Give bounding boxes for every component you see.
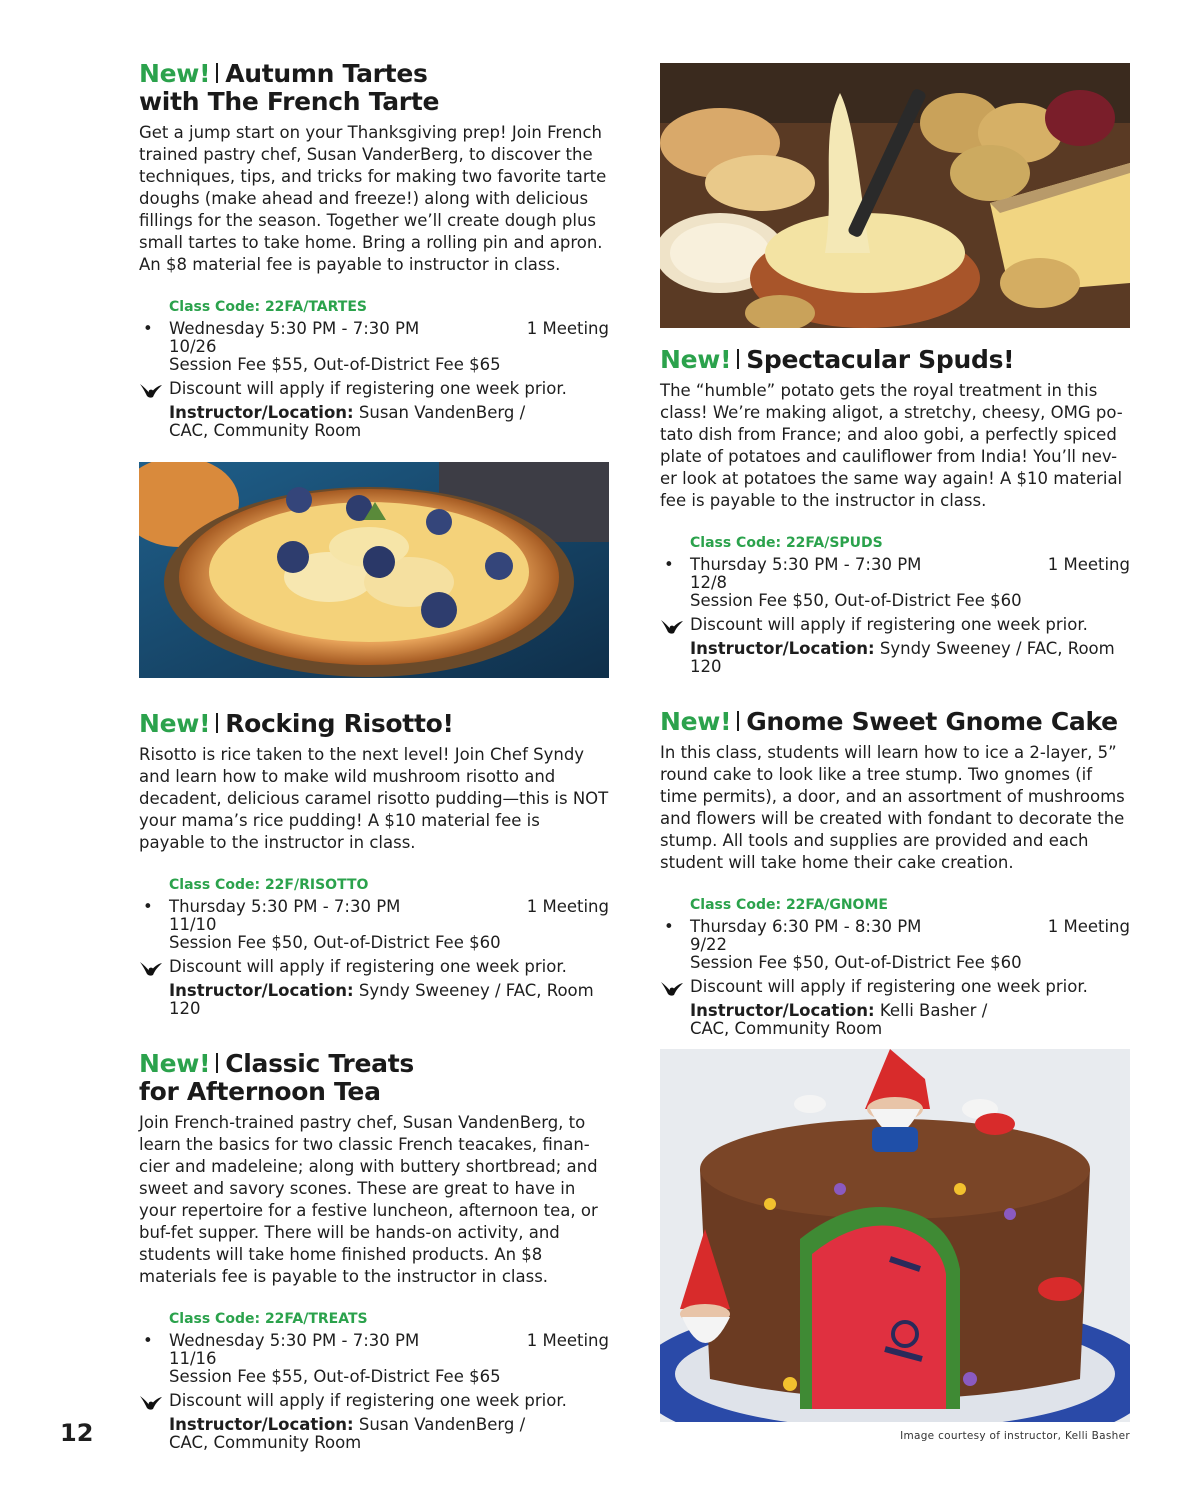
location-line-2: CAC, Community Room [690, 1019, 883, 1038]
fees: Session Fee $55, Out-of-District Fee $65 [169, 1367, 501, 1386]
gnome-cake-photo [660, 1049, 1130, 1422]
date: 11/10 [169, 915, 217, 934]
course-title [139, 710, 609, 738]
title-line-2: for Afternoon Tea [139, 1077, 381, 1106]
schedule-row [143, 1331, 609, 1350]
schedule: Thursday 5:30 PM - 7:30 PM [690, 555, 922, 574]
new-label: New! [139, 1049, 211, 1078]
instructor-label: Instructor/Location: [169, 981, 354, 1000]
bird-icon [139, 959, 163, 977]
meeting-count: 1 Meeting [1047, 555, 1130, 574]
title-line-1: Classic Treats [225, 1049, 414, 1078]
class-code: Class Code: 22FA/TREATS [169, 1311, 368, 1327]
bullet: • [143, 897, 153, 916]
course-description: Get a jump start on your Thanksgiving prep! Join French trained pastry chef, Susan VanderBerg, to discover the techniques, tips, and tricks for making two favorite tarte doughs (make ahead and freeze!) along with delicious fillings for the season. Together we’ll create dough plus small tartes to take home. Bring a rolling pin and apron. An $8 material fee is payable to instructor in class. [139, 123, 607, 274]
schedule-row [143, 319, 609, 338]
class-code: Class Code: 22FA/GNOME [690, 897, 888, 913]
title-divider [216, 1053, 218, 1073]
course-description: In this class, students will learn how to ice a 2-layer, 5” round cake to look like a tree stump. Two gnomes (if time permits), a door, and an assortment of mushrooms and flowers will be created with fondant to decorate the stump. All tools and supplies are provided and each student will take home their cake creation. [660, 743, 1125, 872]
title-divider [737, 349, 739, 369]
title-divider [737, 711, 739, 731]
bullet: • [664, 555, 674, 574]
discount-row [690, 978, 1130, 996]
course-gnome-cake [660, 708, 1130, 1038]
course-details [139, 298, 609, 440]
schedule: Thursday 6:30 PM - 8:30 PM [690, 917, 922, 936]
date: 9/22 [690, 935, 728, 954]
course-details [139, 1310, 609, 1452]
right-column [660, 346, 1130, 1038]
class-code: Class Code: 22F/RISOTTO [169, 877, 369, 893]
fees: Session Fee $50, Out-of-District Fee $60 [169, 933, 501, 952]
new-label: New! [139, 59, 211, 88]
schedule: Thursday 5:30 PM - 7:30 PM [169, 897, 401, 916]
date: 11/16 [169, 1349, 217, 1368]
schedule: Wednesday 5:30 PM - 7:30 PM [169, 1331, 420, 1350]
location-line-2: CAC, Community Room [169, 421, 362, 440]
instructor-label: Instructor/Location: [690, 639, 875, 658]
fees: Session Fee $55, Out-of-District Fee $65 [169, 355, 501, 374]
bullet: • [143, 1331, 153, 1350]
instructor-label: Instructor/Location: [690, 1001, 875, 1020]
potato-cheese-photo [660, 63, 1130, 328]
course-spectacular-spuds [660, 346, 1130, 676]
discount-text: Discount will apply if registering one week prior. [169, 957, 567, 976]
course-title [139, 60, 609, 116]
class-code: Class Code: 22FA/SPUDS [690, 535, 883, 551]
page-number: 12 [60, 1419, 94, 1447]
schedule-row [664, 555, 1130, 574]
bird-icon [660, 979, 684, 997]
meeting-count: 1 Meeting [526, 1331, 609, 1350]
bullet: • [143, 319, 153, 338]
course-title [660, 346, 1130, 374]
course-autumn-tartes [139, 60, 609, 440]
instructor-location [690, 640, 1130, 676]
course-details [660, 896, 1130, 1038]
fees: Session Fee $50, Out-of-District Fee $60 [690, 953, 1022, 972]
tart-photo [139, 462, 609, 678]
course-details [660, 534, 1130, 676]
course-description: Join French-trained pastry chef, Susan VandenBerg, to learn the basics for two classic French teacakes, finan-cier and madeleine; along with buttery shortbread; and sweet and savory scones. These are great to have in your repertoire for a festive luncheon, afternoon tea, or buf-fet supper. There will be hands-on activity, and students will take home finished products. An $8 materials fee is payable to the instructor in class. [139, 1113, 598, 1286]
discount-text: Discount will apply if registering one week prior. [690, 615, 1088, 634]
schedule-row [664, 917, 1130, 936]
instructor-location [169, 1416, 609, 1452]
meeting-count: 1 Meeting [1047, 917, 1130, 936]
title-text: Gnome Sweet Gnome Cake [746, 707, 1118, 736]
course-classic-treats [139, 1050, 609, 1452]
date: 10/26 [169, 337, 217, 356]
title-line-2: with The French Tarte [139, 87, 440, 116]
date: 12/8 [690, 573, 728, 592]
left-column-lower [139, 710, 609, 1452]
course-description: The “humble” potato gets the royal treatment in this class! We’re making aligot, a stretchy, cheesy, OMG po-tato dish from France; and aloo gobi, a perfectly spiced plate of potatoes and cauliflower from India! You’ll nev-er look at potatoes the same way again! A $10 material fee is payable to the instructor in class. [660, 381, 1123, 510]
instructor-label: Instructor/Location: [169, 403, 354, 422]
meeting-count: 1 Meeting [526, 897, 609, 916]
discount-row [169, 1392, 609, 1410]
instructor-value: Susan VandenBerg / [353, 403, 526, 422]
class-code: Class Code: 22FA/TARTES [169, 299, 367, 315]
meeting-count: 1 Meeting [526, 319, 609, 338]
instructor-value: Syndy Sweeney / FAC, Room 120 [169, 981, 594, 1018]
image-credit: Image courtesy of instructor, Kelli Basher [900, 1430, 1130, 1442]
discount-row [169, 958, 609, 976]
course-title [139, 1050, 609, 1106]
course-rocking-risotto [139, 710, 609, 1018]
instructor-value: Susan VandenBerg / [353, 1415, 526, 1434]
bird-icon [139, 1393, 163, 1411]
instructor-label: Instructor/Location: [169, 1415, 354, 1434]
course-title [660, 708, 1130, 736]
title-line-1: Autumn Tartes [225, 59, 428, 88]
new-label: New! [139, 709, 211, 738]
course-description: Risotto is rice taken to the next level! Join Chef Syndy and learn how to make wild mushroom risotto and decadent, delicious caramel risotto pudding—this is NOT your mama’s rice pudding! A $10 material fee is payable to the instructor in class. [139, 745, 609, 852]
left-column [139, 60, 609, 440]
instructor-location [169, 982, 609, 1018]
course-details [139, 876, 609, 1018]
instructor-location [690, 1002, 1130, 1038]
discount-text: Discount will apply if registering one week prior. [690, 977, 1088, 996]
schedule-row [143, 897, 609, 916]
discount-text: Discount will apply if registering one week prior. [169, 1391, 567, 1410]
discount-text: Discount will apply if registering one week prior. [169, 379, 567, 398]
title-text: Rocking Risotto! [225, 709, 454, 738]
discount-row [690, 616, 1130, 634]
new-label: New! [660, 345, 732, 374]
fees: Session Fee $50, Out-of-District Fee $60 [690, 591, 1022, 610]
instructor-value: Kelli Basher / [874, 1001, 988, 1020]
new-label: New! [660, 707, 732, 736]
title-divider [216, 63, 218, 83]
title-text: Spectacular Spuds! [746, 345, 1015, 374]
location-line-2: CAC, Community Room [169, 1433, 362, 1452]
instructor-value: Syndy Sweeney / FAC, Room 120 [690, 639, 1115, 676]
bird-icon [139, 381, 163, 399]
title-divider [216, 713, 218, 733]
schedule: Wednesday 5:30 PM - 7:30 PM [169, 319, 420, 338]
bird-icon [660, 617, 684, 635]
bullet: • [664, 917, 674, 936]
discount-row [169, 380, 609, 398]
instructor-location [169, 404, 609, 440]
